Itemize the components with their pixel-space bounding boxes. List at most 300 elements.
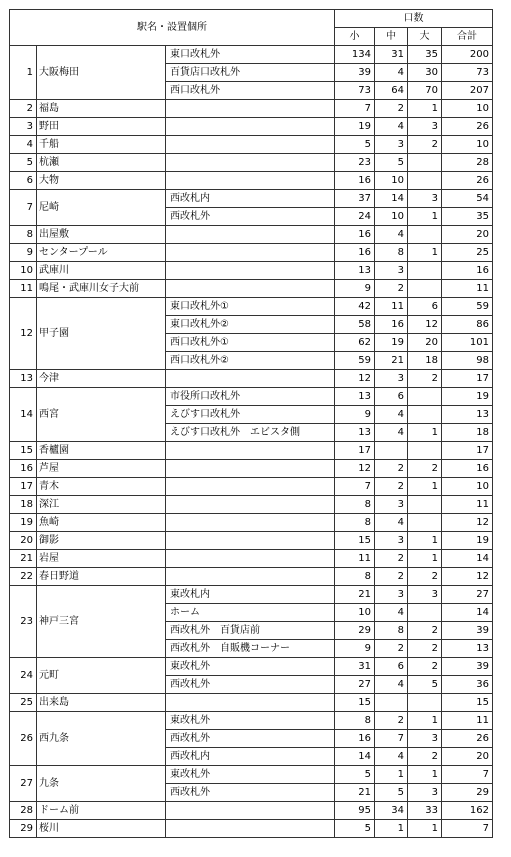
table-row — [10, 226, 493, 244]
small-count: 9 — [335, 406, 375, 424]
location-cell — [166, 568, 335, 586]
total-count: 17 — [442, 370, 493, 388]
small-count: 16 — [335, 730, 375, 748]
large-count: 3 — [408, 730, 442, 748]
location-cell — [166, 694, 335, 712]
header-counts: 口数 — [335, 10, 493, 28]
medium-count: 64 — [375, 82, 408, 100]
total-count: 7 — [442, 766, 493, 784]
total-count: 27 — [442, 586, 493, 604]
station-number: 27 — [10, 766, 37, 802]
location-cell: 西改札外 百貨店前 — [166, 622, 335, 640]
large-count: 20 — [408, 334, 442, 352]
large-count — [408, 226, 442, 244]
medium-count: 5 — [375, 154, 408, 172]
total-count: 59 — [442, 298, 493, 316]
table-row — [10, 442, 493, 460]
locker-count-table — [9, 9, 493, 838]
medium-count: 3 — [375, 532, 408, 550]
large-count — [408, 496, 442, 514]
small-count: 8 — [335, 496, 375, 514]
location-cell: 東改札外 — [166, 766, 335, 784]
large-count — [408, 172, 442, 190]
total-count: 36 — [442, 676, 493, 694]
small-count: 15 — [335, 694, 375, 712]
medium-count: 2 — [375, 460, 408, 478]
total-count: 19 — [442, 532, 493, 550]
total-count: 86 — [442, 316, 493, 334]
total-count: 162 — [442, 802, 493, 820]
large-count: 35 — [408, 46, 442, 64]
total-count: 207 — [442, 82, 493, 100]
location-cell — [166, 100, 335, 118]
location-cell: 西口改札外② — [166, 352, 335, 370]
station-name: 青木 — [37, 478, 166, 496]
large-count: 3 — [408, 118, 442, 136]
total-count: 73 — [442, 64, 493, 82]
small-count: 37 — [335, 190, 375, 208]
table-row — [10, 118, 493, 136]
total-count: 19 — [442, 388, 493, 406]
table-row — [10, 262, 493, 280]
medium-count: 6 — [375, 658, 408, 676]
total-count: 20 — [442, 748, 493, 766]
location-cell: 東口改札外 — [166, 46, 335, 64]
large-count: 2 — [408, 568, 442, 586]
total-count: 20 — [442, 226, 493, 244]
station-name: 福島 — [37, 100, 166, 118]
small-count: 16 — [335, 244, 375, 262]
medium-count: 3 — [375, 262, 408, 280]
total-count: 54 — [442, 190, 493, 208]
station-name: 香櫨園 — [37, 442, 166, 460]
location-cell — [166, 820, 335, 838]
medium-count: 4 — [375, 406, 408, 424]
total-count: 12 — [442, 514, 493, 532]
small-count: 39 — [335, 64, 375, 82]
total-count: 98 — [442, 352, 493, 370]
medium-count: 14 — [375, 190, 408, 208]
station-name: 杭瀬 — [37, 154, 166, 172]
table-row — [10, 820, 493, 838]
station-number: 9 — [10, 244, 37, 262]
table-row — [10, 802, 493, 820]
table-row — [10, 100, 493, 118]
station-name: 武庫川 — [37, 262, 166, 280]
total-count: 200 — [442, 46, 493, 64]
large-count — [408, 262, 442, 280]
header-row-1 — [10, 10, 493, 28]
large-count: 1 — [408, 820, 442, 838]
small-count: 95 — [335, 802, 375, 820]
total-count: 18 — [442, 424, 493, 442]
table-row — [10, 280, 493, 298]
location-cell: 百貨店口改札外 — [166, 64, 335, 82]
table-row — [10, 694, 493, 712]
station-number: 7 — [10, 190, 37, 226]
header-station-location: 駅名・設置個所 — [10, 10, 335, 46]
station-name: 魚崎 — [37, 514, 166, 532]
large-count: 33 — [408, 802, 442, 820]
medium-count: 4 — [375, 748, 408, 766]
location-cell — [166, 118, 335, 136]
station-number: 26 — [10, 712, 37, 766]
small-count: 12 — [335, 370, 375, 388]
small-count: 19 — [335, 118, 375, 136]
station-number: 17 — [10, 478, 37, 496]
large-count: 1 — [408, 532, 442, 550]
station-number: 15 — [10, 442, 37, 460]
station-name: 大阪梅田 — [37, 46, 166, 100]
small-count: 13 — [335, 262, 375, 280]
station-name: ドーム前 — [37, 802, 166, 820]
station-number: 2 — [10, 100, 37, 118]
station-number: 29 — [10, 820, 37, 838]
large-count: 3 — [408, 586, 442, 604]
station-number: 20 — [10, 532, 37, 550]
station-name: 神戸三宮 — [37, 586, 166, 658]
large-count: 2 — [408, 622, 442, 640]
location-cell — [166, 262, 335, 280]
large-count: 1 — [408, 424, 442, 442]
location-cell: 西改札内 — [166, 190, 335, 208]
location-cell: 東改札外 — [166, 658, 335, 676]
station-name: 出屋敷 — [37, 226, 166, 244]
total-count: 11 — [442, 712, 493, 730]
table-row — [10, 514, 493, 532]
table-row — [10, 388, 493, 406]
large-count: 5 — [408, 676, 442, 694]
location-cell — [166, 226, 335, 244]
table-row — [10, 766, 493, 784]
station-number: 18 — [10, 496, 37, 514]
station-number: 10 — [10, 262, 37, 280]
station-number: 24 — [10, 658, 37, 694]
small-count: 31 — [335, 658, 375, 676]
total-count: 39 — [442, 658, 493, 676]
medium-count: 3 — [375, 586, 408, 604]
table-row — [10, 586, 493, 604]
station-name: 今津 — [37, 370, 166, 388]
station-name: 大物 — [37, 172, 166, 190]
large-count — [408, 406, 442, 424]
total-count: 101 — [442, 334, 493, 352]
medium-count: 21 — [375, 352, 408, 370]
large-count: 2 — [408, 640, 442, 658]
location-cell: 東口改札外① — [166, 298, 335, 316]
location-cell — [166, 802, 335, 820]
medium-count: 2 — [375, 478, 408, 496]
header-large: 大 — [408, 28, 442, 46]
large-count: 2 — [408, 136, 442, 154]
table-row — [10, 154, 493, 172]
medium-count: 3 — [375, 496, 408, 514]
small-count: 5 — [335, 136, 375, 154]
small-count: 10 — [335, 604, 375, 622]
station-number: 11 — [10, 280, 37, 298]
large-count: 1 — [408, 100, 442, 118]
location-cell: 東口改札外② — [166, 316, 335, 334]
total-count: 16 — [442, 262, 493, 280]
medium-count: 11 — [375, 298, 408, 316]
location-cell: 西口改札外① — [166, 334, 335, 352]
medium-count: 31 — [375, 46, 408, 64]
location-cell — [166, 154, 335, 172]
small-count: 14 — [335, 748, 375, 766]
total-count: 11 — [442, 496, 493, 514]
station-number: 14 — [10, 388, 37, 442]
small-count: 42 — [335, 298, 375, 316]
total-count: 7 — [442, 820, 493, 838]
station-name: 桜川 — [37, 820, 166, 838]
large-count: 2 — [408, 370, 442, 388]
location-cell — [166, 442, 335, 460]
location-cell: 西改札内 — [166, 748, 335, 766]
small-count: 24 — [335, 208, 375, 226]
large-count: 18 — [408, 352, 442, 370]
large-count: 1 — [408, 712, 442, 730]
location-cell — [166, 280, 335, 298]
large-count: 1 — [408, 766, 442, 784]
large-count: 70 — [408, 82, 442, 100]
medium-count — [375, 442, 408, 460]
large-count — [408, 154, 442, 172]
small-count: 15 — [335, 532, 375, 550]
table-row — [10, 712, 493, 730]
small-count: 16 — [335, 172, 375, 190]
total-count: 14 — [442, 604, 493, 622]
header-small: 小 — [335, 28, 375, 46]
total-count: 26 — [442, 172, 493, 190]
small-count: 9 — [335, 640, 375, 658]
small-count: 73 — [335, 82, 375, 100]
small-count: 11 — [335, 550, 375, 568]
small-count: 17 — [335, 442, 375, 460]
total-count: 17 — [442, 442, 493, 460]
large-count — [408, 604, 442, 622]
medium-count: 10 — [375, 172, 408, 190]
location-cell — [166, 370, 335, 388]
table-row — [10, 190, 493, 208]
table-row — [10, 532, 493, 550]
table-row — [10, 568, 493, 586]
large-count — [408, 442, 442, 460]
large-count: 2 — [408, 460, 442, 478]
station-number: 8 — [10, 226, 37, 244]
total-count: 26 — [442, 118, 493, 136]
location-cell: 市役所口改札外 — [166, 388, 335, 406]
medium-count: 10 — [375, 208, 408, 226]
station-name: 尼崎 — [37, 190, 166, 226]
station-name: 西九条 — [37, 712, 166, 766]
medium-count — [375, 694, 408, 712]
small-count: 13 — [335, 388, 375, 406]
station-name: 元町 — [37, 658, 166, 694]
medium-count: 6 — [375, 388, 408, 406]
medium-count: 3 — [375, 370, 408, 388]
station-number: 22 — [10, 568, 37, 586]
station-number: 12 — [10, 298, 37, 370]
table-row — [10, 298, 493, 316]
total-count: 12 — [442, 568, 493, 586]
total-count: 25 — [442, 244, 493, 262]
table-row — [10, 460, 493, 478]
large-count: 2 — [408, 658, 442, 676]
small-count: 27 — [335, 676, 375, 694]
medium-count: 4 — [375, 604, 408, 622]
station-name: 鳴尾・武庫川女子大前 — [37, 280, 166, 298]
location-cell: 西口改札外 — [166, 82, 335, 100]
station-number: 25 — [10, 694, 37, 712]
total-count: 14 — [442, 550, 493, 568]
medium-count: 4 — [375, 424, 408, 442]
medium-count: 7 — [375, 730, 408, 748]
station-number: 13 — [10, 370, 37, 388]
small-count: 7 — [335, 478, 375, 496]
large-count: 1 — [408, 550, 442, 568]
medium-count: 8 — [375, 622, 408, 640]
locker-table-sheet — [9, 9, 493, 838]
small-count: 134 — [335, 46, 375, 64]
large-count — [408, 280, 442, 298]
table-row — [10, 370, 493, 388]
station-name: 深江 — [37, 496, 166, 514]
large-count: 1 — [408, 244, 442, 262]
table-row — [10, 496, 493, 514]
table-body — [10, 46, 493, 838]
location-cell: 西改札外 自販機コーナー — [166, 640, 335, 658]
large-count — [408, 388, 442, 406]
medium-count: 2 — [375, 280, 408, 298]
station-name: 岩屋 — [37, 550, 166, 568]
location-cell: 西改札外 — [166, 730, 335, 748]
location-cell: えびす口改札外 — [166, 406, 335, 424]
station-number: 3 — [10, 118, 37, 136]
station-name: 甲子園 — [37, 298, 166, 370]
small-count: 5 — [335, 766, 375, 784]
station-number: 6 — [10, 172, 37, 190]
header-total: 合計 — [442, 28, 493, 46]
small-count: 12 — [335, 460, 375, 478]
total-count: 10 — [442, 100, 493, 118]
total-count: 15 — [442, 694, 493, 712]
total-count: 10 — [442, 478, 493, 496]
station-name: 春日野道 — [37, 568, 166, 586]
location-cell: 西改札外 — [166, 208, 335, 226]
total-count: 28 — [442, 154, 493, 172]
location-cell — [166, 478, 335, 496]
small-count: 59 — [335, 352, 375, 370]
large-count: 3 — [408, 190, 442, 208]
station-name: 野田 — [37, 118, 166, 136]
medium-count: 34 — [375, 802, 408, 820]
station-number: 5 — [10, 154, 37, 172]
location-cell: 西改札外 — [166, 676, 335, 694]
station-number: 28 — [10, 802, 37, 820]
table-row — [10, 172, 493, 190]
medium-count: 19 — [375, 334, 408, 352]
small-count: 21 — [335, 784, 375, 802]
location-cell — [166, 550, 335, 568]
small-count: 62 — [335, 334, 375, 352]
location-cell: ホーム — [166, 604, 335, 622]
table-row — [10, 658, 493, 676]
station-name: 千船 — [37, 136, 166, 154]
station-number: 21 — [10, 550, 37, 568]
small-count: 5 — [335, 820, 375, 838]
total-count: 11 — [442, 280, 493, 298]
small-count: 8 — [335, 568, 375, 586]
station-number: 23 — [10, 586, 37, 658]
station-name: 御影 — [37, 532, 166, 550]
medium-count: 2 — [375, 100, 408, 118]
location-cell — [166, 532, 335, 550]
large-count: 2 — [408, 748, 442, 766]
medium-count: 4 — [375, 118, 408, 136]
medium-count: 2 — [375, 550, 408, 568]
medium-count: 1 — [375, 766, 408, 784]
small-count: 29 — [335, 622, 375, 640]
large-count — [408, 514, 442, 532]
large-count: 1 — [408, 478, 442, 496]
medium-count: 4 — [375, 676, 408, 694]
station-number: 19 — [10, 514, 37, 532]
total-count: 35 — [442, 208, 493, 226]
medium-count: 2 — [375, 640, 408, 658]
small-count: 21 — [335, 586, 375, 604]
large-count: 6 — [408, 298, 442, 316]
total-count: 13 — [442, 406, 493, 424]
medium-count: 4 — [375, 64, 408, 82]
small-count: 9 — [335, 280, 375, 298]
station-name: 九条 — [37, 766, 166, 802]
table-row — [10, 550, 493, 568]
total-count: 39 — [442, 622, 493, 640]
small-count: 58 — [335, 316, 375, 334]
small-count: 7 — [335, 100, 375, 118]
table-row — [10, 136, 493, 154]
large-count: 12 — [408, 316, 442, 334]
total-count: 29 — [442, 784, 493, 802]
total-count: 10 — [442, 136, 493, 154]
station-name: 出来島 — [37, 694, 166, 712]
medium-count: 16 — [375, 316, 408, 334]
table-row — [10, 46, 493, 64]
table-row — [10, 478, 493, 496]
location-cell: 東改札外 — [166, 712, 335, 730]
large-count: 3 — [408, 784, 442, 802]
location-cell — [166, 496, 335, 514]
location-cell — [166, 514, 335, 532]
medium-count: 5 — [375, 784, 408, 802]
small-count: 13 — [335, 424, 375, 442]
large-count: 30 — [408, 64, 442, 82]
table-row — [10, 244, 493, 262]
station-name: センタープール — [37, 244, 166, 262]
large-count: 1 — [408, 208, 442, 226]
medium-count: 1 — [375, 820, 408, 838]
medium-count: 4 — [375, 514, 408, 532]
station-number: 1 — [10, 46, 37, 100]
medium-count: 2 — [375, 568, 408, 586]
station-name: 西宮 — [37, 388, 166, 442]
location-cell — [166, 172, 335, 190]
location-cell — [166, 460, 335, 478]
station-number: 4 — [10, 136, 37, 154]
small-count: 23 — [335, 154, 375, 172]
small-count: 16 — [335, 226, 375, 244]
small-count: 8 — [335, 712, 375, 730]
